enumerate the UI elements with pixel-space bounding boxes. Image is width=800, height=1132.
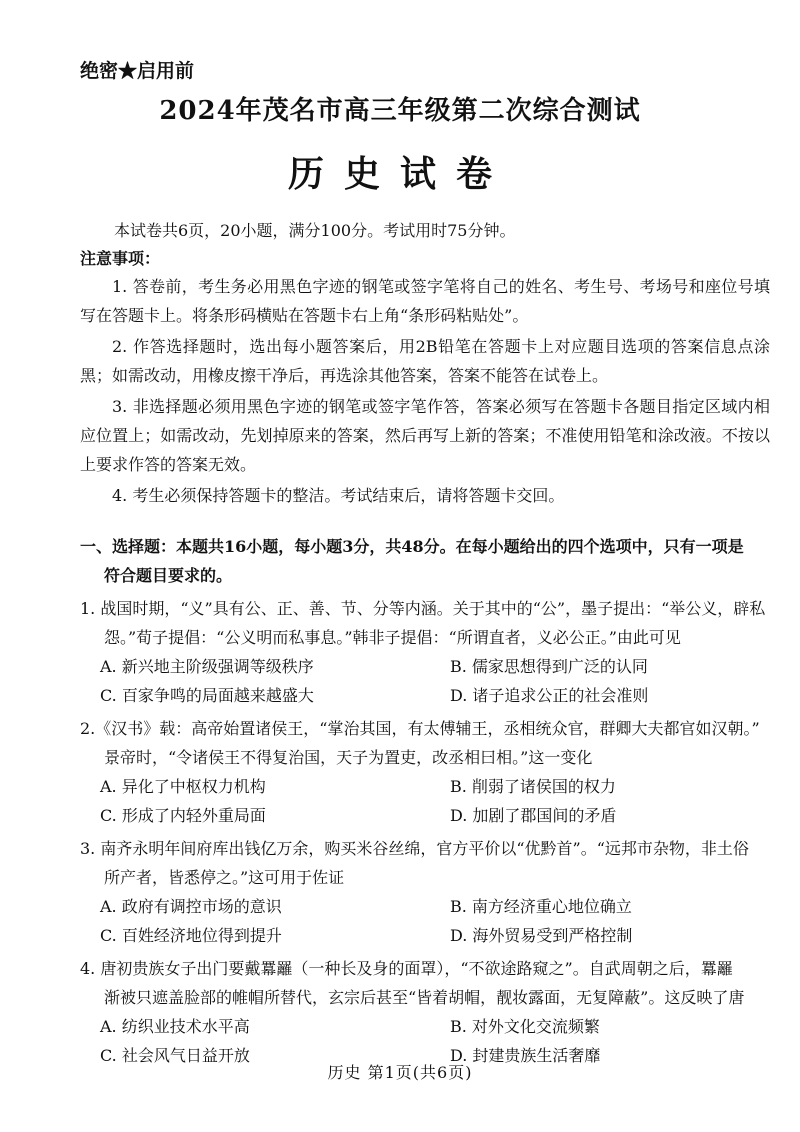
question-stem: [80, 954, 770, 1012]
question-stem-line: 景帝时，“令诸侯王不得复治国，天子为置吏，改丞相曰相。”这一变化: [104, 748, 593, 767]
question-stem-line: 3. 南齐永明年间府库出钱亿万余，购买米谷丝绵，官方平价以“优黔首”。“远邦市杂物，非土俗: [80, 839, 749, 858]
option-c: C. 形成了内轻外重局面: [100, 806, 266, 825]
option-a: A. 纺织业技术水平高: [100, 1017, 250, 1036]
option-c: C. 百家争鸣的局面越来越盛大: [100, 686, 314, 705]
question-options: [80, 892, 770, 950]
exam-title: 2024年茂名市高三年级第二次综合测试: [159, 96, 641, 126]
question-options: [80, 652, 770, 710]
note-item: 2. 作答选择题时，选出每小题答案后，用2B铅笔在答题卡上对应题目选项的答案信息点涂黑；如需改动，用橡皮擦干净后，再选涂其他答案，答案不能答在试卷上。: [80, 337, 770, 385]
option-b: B. 对外文化交流频繁: [450, 1017, 600, 1036]
question-options: [80, 772, 770, 830]
question-stem-line: 2.《汉书》载：高帝始置诸侯王，“掌治其国，有太傅辅王，丞相统众官，群卿大夫都官如汉朝。”: [80, 719, 760, 738]
question-stem-line: 渐被只遮盖脸部的帷帽所替代，玄宗后甚至“皆着胡帽，靓妆露面，无复障蔽”。这反映了唐: [104, 988, 745, 1007]
option-d: D. 诸子追求公正的社会准则: [450, 686, 649, 705]
option-a: A. 政府有调控市场的意识: [100, 897, 282, 916]
question-list: [80, 594, 770, 1074]
option-d: D. 加剧了郡国间的矛盾: [450, 806, 617, 825]
question-stem-line: 4. 唐初贵族女子出门要戴羃䍦（一种长及身的面罩），“不欲途路窥之”。自武周朝之后，羃䍦: [80, 959, 733, 978]
page-footer: 历史 第1页(共6页): [327, 1063, 473, 1082]
section-heading: [80, 532, 770, 590]
question-3: [80, 834, 770, 950]
option-d: D. 海外贸易受到严格控制: [450, 926, 633, 945]
note-item: 4. 考生必须保持答题卡的整洁。考试结束后，请将答题卡交回。: [112, 486, 565, 505]
question-stem: [80, 594, 770, 652]
section-heading-line: 一、选择题：本题共16小题，每小题3分，共48分。在每小题给出的四个选项中，只有一项是: [80, 537, 744, 556]
option-b: B. 削弱了诸侯国的权力: [450, 777, 616, 796]
subject-title: 历史试卷: [287, 153, 512, 195]
question-4: [80, 954, 770, 1070]
option-d: D. 封建贵族生活奢靡: [450, 1046, 601, 1065]
notes-list: [80, 272, 770, 512]
option-b: B. 南方经济重心地位确立: [450, 897, 632, 916]
note-item: 3. 非选择题必须用黑色字迹的钢笔或签字笔作答，答案必须写在答题卡各题目指定区域内相应位置上；如需改动，先划掉原来的答案，然后再写上新的答案；不准使用铅笔和涂改液。不按以上要求作答的答案无效。: [80, 397, 770, 474]
question-stem-line: 怨。”荀子提倡：“公义明而私事息。”韩非子提倡：“所谓直者，义必公正。”由此可见: [104, 628, 681, 647]
question-2: [80, 714, 770, 830]
question-stem: [80, 834, 770, 892]
exam-info: 本试卷共6页，20小题，满分100分。考试用时75分钟。: [114, 221, 516, 240]
note-item: 1. 答卷前，考生务必用黑色字迹的钢笔或签字笔将自己的姓名、考生号、考场号和座位号填写在答题卡上。将条形码横贴在答题卡右上角“条形码粘贴处”。: [80, 277, 770, 325]
option-a: A. 异化了中枢权力机构: [100, 777, 266, 796]
question-stem-line: 所产者，皆悉停之。”这可用于佐证: [104, 868, 345, 887]
option-c: C. 百姓经济地位得到提升: [100, 926, 282, 945]
section-heading-line: 符合题目要求的。: [104, 566, 233, 585]
option-c: C. 社会风气日益开放: [100, 1046, 250, 1065]
question-1: [80, 594, 770, 710]
notes-heading: 注意事项：: [80, 249, 161, 268]
option-b: B. 儒家思想得到广泛的认同: [450, 657, 648, 676]
option-a: A. 新兴地主阶级强调等级秩序: [100, 657, 314, 676]
question-stem-line: 1. 战国时期，“义”具有公、正、善、节、分等内涵。关于其中的“公”，墨子提出：“举公义，辟私: [80, 599, 766, 618]
confidential-label: 绝密★启用前: [80, 60, 195, 82]
question-stem: [80, 714, 770, 772]
